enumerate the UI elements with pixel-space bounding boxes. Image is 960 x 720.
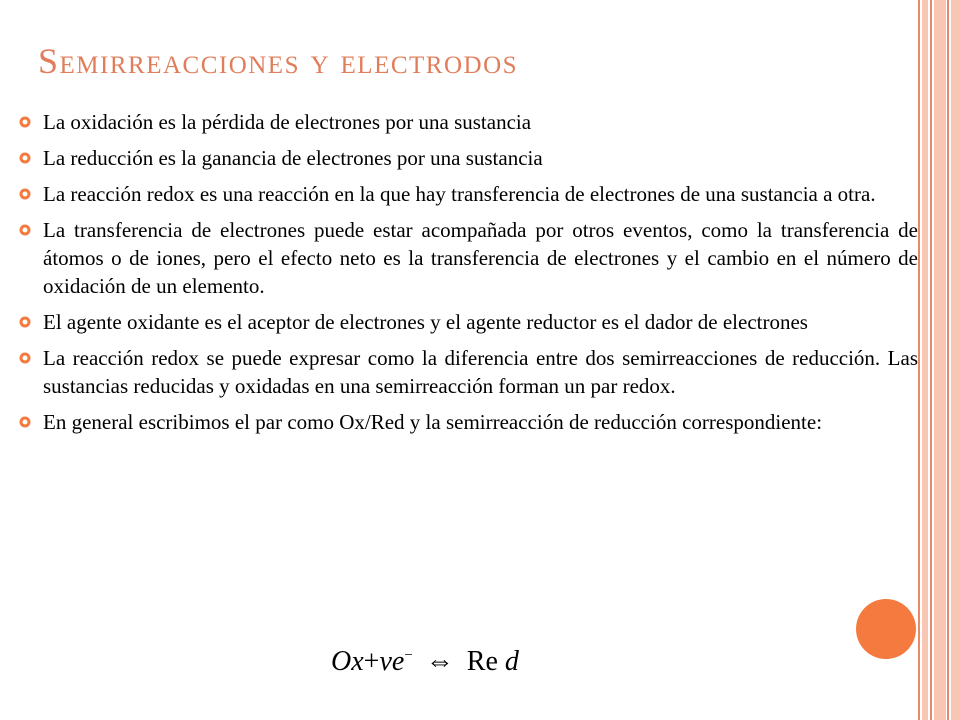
equation-re: Re [466,646,498,677]
bullet-text: La transferencia de electrones puede estar acompañada por otros eventos, como la transferencia de átomos o de iones, pero el efecto neto es la transferencia de electrones y el cambio en el número de oxidación de un elemento. [43,218,918,298]
stripe-band [922,0,928,720]
equilibrium-arrow-icon: ⇔ [425,646,454,677]
list-item [0,344,918,400]
bullet-ring-icon [19,416,31,428]
bullet-text: En general escribimos el par como Ox/Red y la semirreacción de reducción correspondiente: [43,410,823,434]
bullet-ring-icon [19,188,31,200]
bullet-ring-icon [19,224,31,236]
bullet-text: El agente oxidante es el aceptor de electrones y el agente reductor es el dador de electrones [43,310,808,334]
equation-ve: ve [379,646,405,677]
slide-title: Semirreacciones y electrodos [38,41,519,81]
stripe-divider [947,0,949,720]
stripe-divider [918,0,920,720]
bullet-ring-icon [19,352,31,364]
bullet-text: La reacción redox se puede expresar como la diferencia entre dos semirreacciones de reducción. Las sustancias reducidas y oxidadas en una semirreacción forman un par redox. [43,346,918,398]
bullet-text: La reacción redox es una reacción en la que hay transferencia de electrones de una sustancia a otra. [43,182,876,206]
equation-plus: + [363,646,380,677]
equation-superscript: − [404,647,413,664]
list-item [0,308,918,336]
bullet-ring-icon [19,116,31,128]
bullet-text: La oxidación es la pérdida de electrones por una sustancia [43,110,532,134]
bullet-list [0,108,918,444]
list-item [0,108,918,136]
list-item [0,144,918,172]
list-item [0,216,918,300]
bullet-text: La reducción es la ganancia de electrones por una sustancia [43,146,543,170]
bullet-ring-icon [19,152,31,164]
equation-ox: Ox [331,646,364,677]
stripe-band [951,0,960,720]
list-item [0,180,918,208]
redox-equation [331,646,519,678]
bullet-ring-icon [19,316,31,328]
equation-d: d [504,646,519,677]
stripe-band [934,0,946,720]
stripe-divider [930,0,932,720]
accent-circle [856,599,916,659]
list-item [0,408,918,436]
